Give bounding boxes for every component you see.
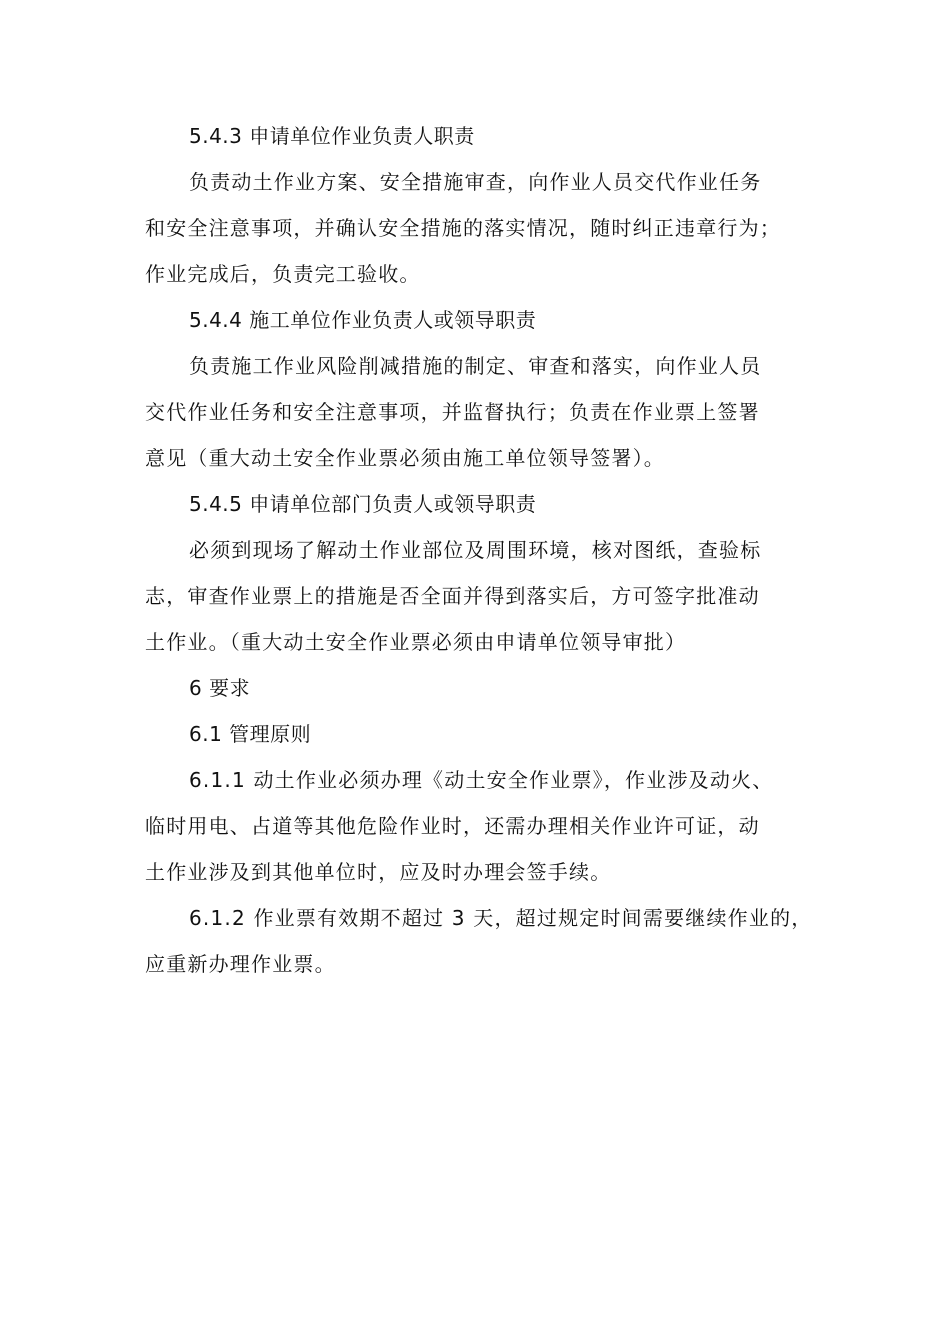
- paragraph-line: 土作业。（重大动土安全作业票必须由申请单位领导审批）: [145, 630, 687, 654]
- section-heading-5-4-4: 5.4.4 施工单位作业负责人或领导职责: [189, 308, 537, 332]
- paragraph-line: 6.1.1 动土作业必须办理《动土安全作业票》，作业涉及动火、: [189, 768, 774, 792]
- section-heading-5-4-3: 5.4.3 申请单位作业负责人职责: [189, 124, 475, 148]
- paragraph-line: 6.1.2 作业票有效期不超过 3 天，超过规定时间需要继续作业的，: [189, 906, 813, 930]
- section-heading-6: 6 要求: [189, 676, 251, 700]
- paragraph-line: 作业完成后，负责完工验收。: [145, 262, 421, 286]
- paragraph-line: 土作业涉及到其他单位时，应及时办理会签手续。: [145, 860, 612, 884]
- document-body: [145, 113, 825, 987]
- paragraph-line: 交代作业任务和安全注意事项，并监督执行；负责在作业票上签署: [145, 400, 760, 424]
- section-heading-6-1: 6.1 管理原则: [189, 722, 312, 746]
- paragraph-line: 临时用电、占道等其他危险作业时，还需办理相关作业许可证，动: [145, 814, 760, 838]
- paragraph-line: 负责施工作业风险削减措施的制定、审查和落实，向作业人员: [189, 354, 762, 378]
- paragraph-line: 和安全注意事项，并确认安全措施的落实情况，随时纠正违章行为；: [145, 216, 781, 240]
- paragraph-line: 负责动土作业方案、安全措施审查，向作业人员交代作业任务: [189, 170, 762, 194]
- paragraph-line: 意见（重大动土安全作业票必须由施工单位领导签署）。: [145, 446, 665, 470]
- paragraph-line: 必须到现场了解动土作业部位及周围环境，核对图纸，查验标: [189, 538, 762, 562]
- section-heading-5-4-5: 5.4.5 申请单位部门负责人或领导职责: [189, 492, 537, 516]
- paragraph-line: 应重新办理作业票。: [145, 952, 336, 976]
- paragraph-line: 志，审查作业票上的措施是否全面并得到落实后，方可签字批准动: [145, 584, 760, 608]
